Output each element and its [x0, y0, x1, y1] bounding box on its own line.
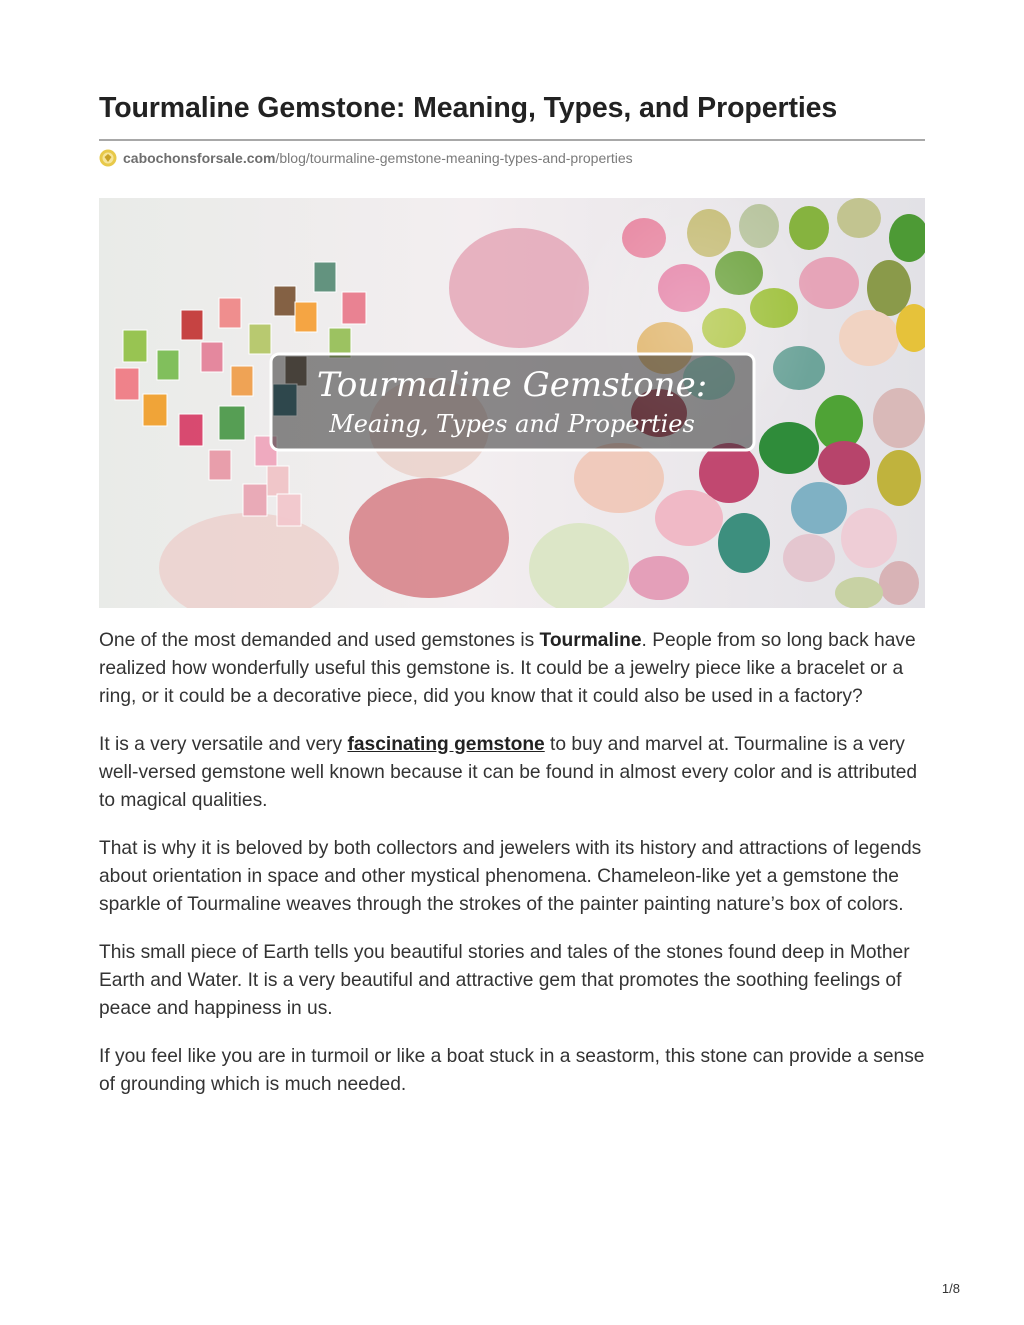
- article-title: Tourmaline Gemstone: Meaning, Types, and Properties: [99, 92, 838, 124]
- title-divider: [99, 139, 925, 141]
- paragraph: This small piece of Earth tells you beautiful stories and tales of the stones found deep in Mother Earth and Water. It is a very beautiful and attractive gem that promotes the soothing feelings of peace and happiness in us.: [99, 942, 910, 1019]
- site-logo-icon: [99, 149, 117, 167]
- bold-term: Tourmaline: [539, 630, 642, 651]
- fascinating-gemstone-link[interactable]: fascinating gemstone: [347, 734, 545, 755]
- paragraph: One of the most demanded and used gemstones is Tourmaline. People from so long back have realized how wonderfully useful this gemstone is. It could be a jewelry piece like a bracelet or a ring, or it could be a decorative piece, did you know that it could also be used in a factory?: [99, 630, 916, 707]
- article-body: [99, 627, 925, 1119]
- paragraph: It is a very versatile and very fascinating gemstone to buy and marvel at. Tourmaline is a very well-versed gemstone well known because it can be found in almost every color and is attributed to magical qualities.: [99, 734, 918, 811]
- page-number: 1/8: [941, 1281, 960, 1296]
- hero-subheading: Meaing, Types and Properties: [329, 410, 695, 438]
- paragraph: If you feel like you are in turmoil or like a boat stuck in a seastorm, this stone can provide a sense of grounding which is much needed.: [99, 1046, 925, 1095]
- paragraph: That is why it is beloved by both collectors and jewelers with its history and attractions of legends about orientation in space and other mystical phenomena. Chameleon-like yet a gemstone the sparkle of Tourmaline weaves through the strokes of the painter painting nature’s box of colors.: [99, 838, 922, 915]
- source-domain[interactable]: cabochonsforsale.com: [123, 150, 276, 166]
- tourmaline-gems-illustration: [99, 198, 925, 608]
- hero-image: [99, 198, 925, 608]
- source-url[interactable]: [99, 148, 633, 168]
- source-path[interactable]: /blog/tourmaline-gemstone-meaning-types-and-properties: [275, 150, 633, 166]
- hero-heading: Tourmaline Gemstone:: [316, 365, 708, 405]
